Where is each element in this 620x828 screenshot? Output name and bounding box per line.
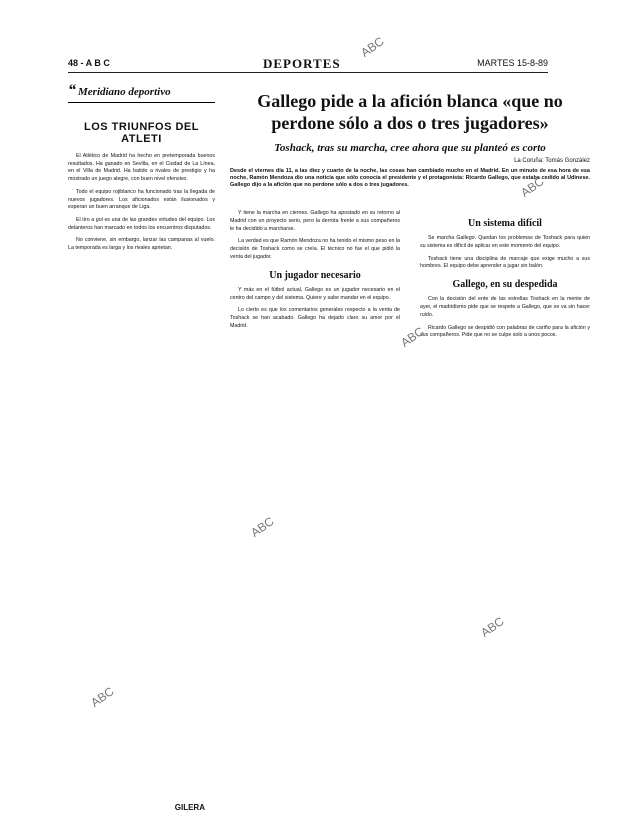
column-title: “ Meridiano deportivo [68,82,215,103]
watermark-icon: ABC [88,684,117,710]
lead-paragraph: Desde el viernes día 11, a las diez y cuarto de la noche, las cosas han cambiado mucho en el Madrid. En un minuto de esa hora de esa noche, Ramón Mendoza dio una noticia que sólo conocía el presidente y el protagonista: Ricardo Gallego, que estaba cedido al Udinese. Gallego dijo a la afición que no perdone sólo a dos o tres jugadores. [230,168,590,188]
left-body: El Atlético de Madrid ha hecho en pretemporada buenos resultados. Ha ganado en Sevilla, en el Ciudad de La Línea, en el Villa de Madrid. Ha batido a rivales de prestigio y ha mostrado un juego alegre, con buen nivel ofensivo. Todo el equipo rojiblanco ha funcionado tras la llegada de nuevos jugadores. Los aficionados están ilusionados y esperan un buen arranque de Liga. El tiro a gol es una de las grandes virtudes del equipo. Los delanteros han marcado en todos los encuentros disputados. No conviene, sin embargo, lanzar las campanas al vuelo. La temporada es larga y los rivales aprietan. [68,153,215,252]
issue-date: MARTES 15-8-89 [477,58,548,68]
page-number: 48 - A B C [68,58,110,68]
subtitle-despedida: Gallego, en su despedida [452,279,558,291]
middle-column: Y tiene la marcha en ciernes. Gallego ha apostado en su retorno al Madrid con un proyecto serio, pero la derrota frente a sus compañeros le ha decidido a marcharse. La verdad es que Ramón Mendoza no ha tenido el mismo peso en la decisión de Toshack como se creía. El técnico no fue el que pidió la venta del jugador. Un jugador necesario Y más en el fútbol actual, Gallego es un jugador necesario en el centro del campo y del sistema. Quiere y sabe mandar en el equipo. Lo cierto es que los comentarios generales respecto a la venta de Toshack se han acabado. Gallego ha dejado claro su amor por el Madrid. [230,210,400,329]
subtitle-sistema: Un sistema difícil [468,218,542,229]
watermark-icon: ABC [358,34,387,60]
page-header [68,58,548,73]
right-column: Un sistema difícil Se marcha Gallego. Quedan los problemas de Toshack para quien su sistema es difícil de aplicar en este momento del equipo. Toshack tiene una disciplina de marcaje que exige mucho a sus hombres. El equipo debe aprender a jugar sin balón. Gallego, en su despedida Con la decisión del ente de las estrellas Toshack en la mente de ayer, el madridismo pide que se respete a Gallego, que se va sin hacer ruido. Ricardo Gallego se despidió con palabras de cariño para la afición y sus compañeros. Pide que no se culpe solo a unos pocos. [420,218,590,339]
watermark-icon: ABC [248,514,277,540]
quote-mark-icon: “ [68,82,76,99]
watermark-icon: ABC [398,324,427,350]
main-title-block [230,90,590,189]
section-title: DEPORTES [263,56,341,71]
byline: La Coruña: Tomás González [514,158,590,164]
author-signature: GILERA [174,803,205,812]
watermark-icon: ABC [518,174,547,200]
watermark-icon: ABC [478,614,507,640]
main-headline: Gallego pide a la afición blanca «que no perdone sólo a dos o tres jugadores» [257,91,563,133]
left-headline: LOS TRIUNFOS DEL ATLETI [84,121,199,145]
left-column [68,82,215,812]
subtitle-necesario: Un jugador necesario [269,269,361,281]
subheadline: Toshack, tras su marcha, cree ahora que su planteó es corto [274,142,546,154]
